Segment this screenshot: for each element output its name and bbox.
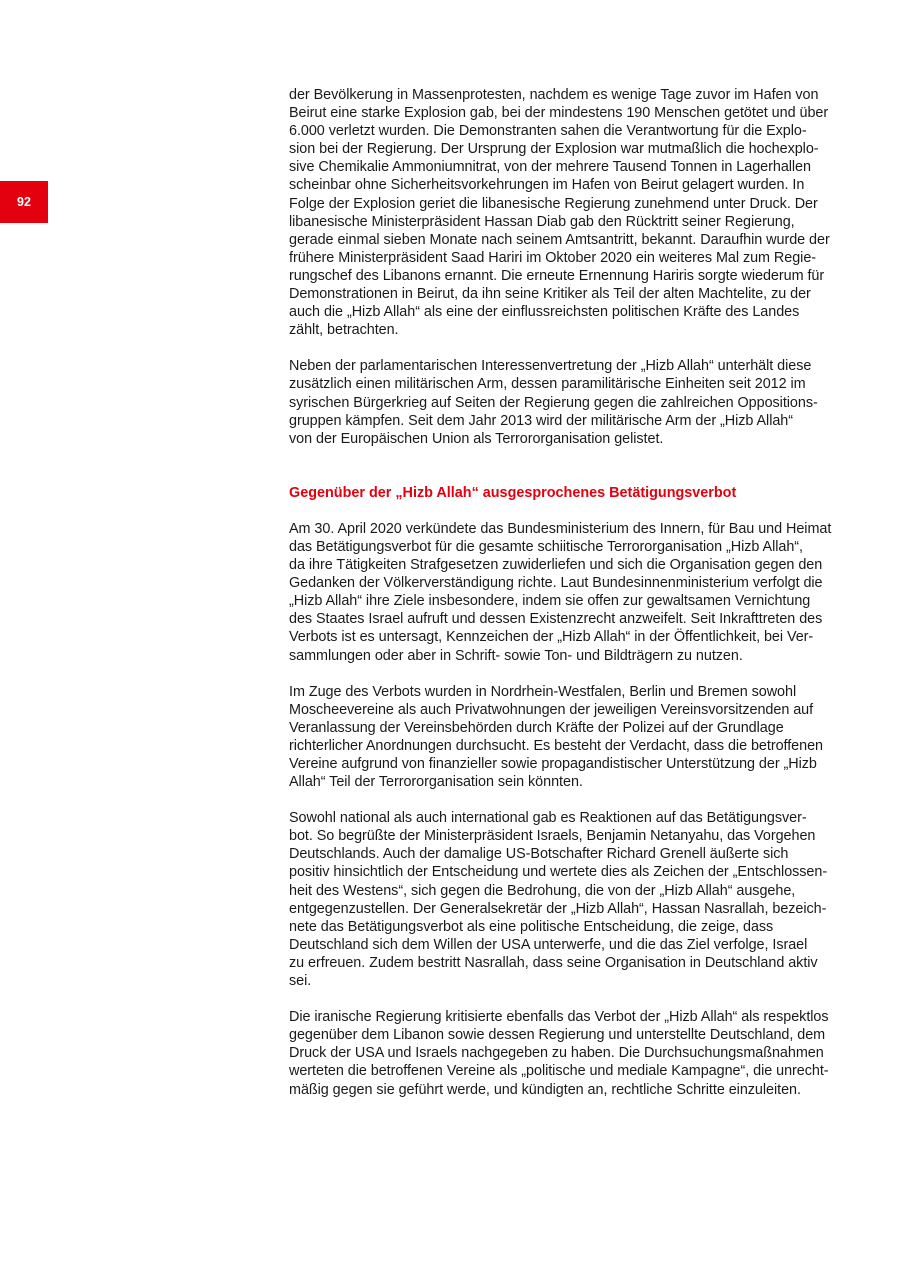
paragraph-protests: der Bevölkerung in Massenprotesten, nachdem es wenige Tage zuvor im Hafen von Beirut eine starke Explosion gab, bei der mindestens 190 Menschen getötet und über 6.000 verletzt wurden. Die Demonstranten sahen die Verantwortung für die Explo- sion bei der Regierung. Der Ursprung der Explosion war mutmaßlich die hochexplo- sive Chemikalie Ammoniumnitrat, von der mehrere Tausend Tonnen in Lagerhallen scheinbar ohne Sicherheitsvorkehrungen im Hafen von Beirut gelagert wurden. In Folge der Explosion geriet die libanesische Regierung zunehmend unter Druck. Der libanesische Ministerpräsident Hassan Diab gab den Rücktritt seiner Regierung, gerade einmal sieben Monate nach seinem Amtsantritt, bekannt. Daraufhin wurde der frühere Ministerpräsident Saad Hariri im Oktober 2020 ein weiteres Mal zum Regie- rungschef des Libanons ernannt. Die erneute Ernennung Hariris sorgte wiederum für Demonstrationen in Beirut, da ihn seine Kritiker als Teil der alten Machtelite, zu der auch die „Hizb Allah“ als eine der einflussreichsten politischen Kräfte des Landes zählt, betrachten.: [289, 87, 830, 339]
article-body: [289, 86, 837, 1117]
paragraph-military-arm: Neben der parlamentarischen Interessenvertretung der „Hizb Allah“ unterhält diese zusätzlich einen militärischen Arm, dessen paramilitärische Einheiten seit 2012 im syrischen Bürgerkrieg auf Seiten der Regierung gegen die zahlreichen Oppositions- gruppen kämpfen. Seit dem Jahr 2013 wird der militärische Arm der „Hizb Allah“ von der Europäischen Union als Terrororganisation gelistet.: [289, 358, 818, 447]
page-number-badge: [0, 181, 48, 223]
paragraph-iran-criticism: Die iranische Regierung kritisierte ebenfalls das Verbot der „Hizb Allah“ als respektlos gegenüber dem Libanon sowie dessen Regierung und unterstellte Deutschland, dem Druck der USA und Israels nachgegeben zu haben. Die Durchsuchungsmaßnahmen werteten die betroffenen Vereine als „politische und mediale Kampagne“, die unrecht- mäßig gegen sie geführt werde, und kündigten an, rechtliche Schritte einzuleiten.: [289, 1009, 829, 1098]
page-number: 92: [17, 195, 31, 209]
section-heading: Gegenüber der „Hizb Allah“ ausgesprochenes Betätigungsverbot: [289, 484, 737, 501]
paragraph-raids: Im Zuge des Verbots wurden in Nordrhein-Westfalen, Berlin und Bremen sowohl Moscheevereine als auch Privatwohnungen der jeweiligen Vereinsvorsitzenden auf Veranlassung der Vereinsbehörden durch Kräfte der Polizei auf der Grundlage richterlicher Anordnungen durchsucht. Es besteht der Verdacht, dass die betroffenen Vereine aufgrund von finanzieller sowie propagandistischer Unterstützung der „Hizb Allah“ Teil der Terrororganisation sein könnten.: [289, 683, 823, 791]
paragraph-ban-announcement: Am 30. April 2020 verkündete das Bundesministerium des Innern, für Bau und Heimat das Betätigungsverbot für die gesamte schiitische Terrororganisation „Hizb Allah“, da ihre Tätigkeiten Strafgesetzen zuwiderliefen und sich die Organisation gegen den Gedanken der Völkerverständigung richte. Laut Bundesinnenministerium verfolgt die „Hizb Allah“ ihre Ziele insbesondere, indem sie offen zur gewaltsamen Vernichtung des Staates Israel aufruft und dessen Existenzrecht anzweifelt. Seit Inkrafttreten des Verbots ist es untersagt, Kennzeichen der „Hizb Allah“ in der Öffentlichkeit, bei Ver- sammlungen oder aber in Schrift- sowie Ton- und Bildträgern zu nutzen.: [289, 520, 832, 664]
paragraph-reactions: Sowohl national als auch international gab es Reaktionen auf das Betätigungsver- bot. So begrüßte der Ministerpräsident Israels, Benjamin Netanyahu, das Vorgehen Deutschlands. Auch der damalige US-Botschafter Richard Grenell äußerte sich positiv hinsichtlich der Entscheidung und wertete dies als Zeichen der „Entschlossen- heit des Westens“, sich gegen die Bedrohung, die von der „Hizb Allah“ ausgehe, entgegenzustellen. Der Generalsekretär der „Hizb Allah“, Hassan Nasrallah, bezeich- nete das Betätigungsverbot als eine politische Entscheidung, die zeige, dass Deutschland sich dem Willen der USA unterwerfe, und die das Ziel verfolge, Israel zu erfreuen. Zudem bestritt Nasrallah, dass seine Organisation in Deutschland aktiv sei.: [289, 810, 828, 990]
